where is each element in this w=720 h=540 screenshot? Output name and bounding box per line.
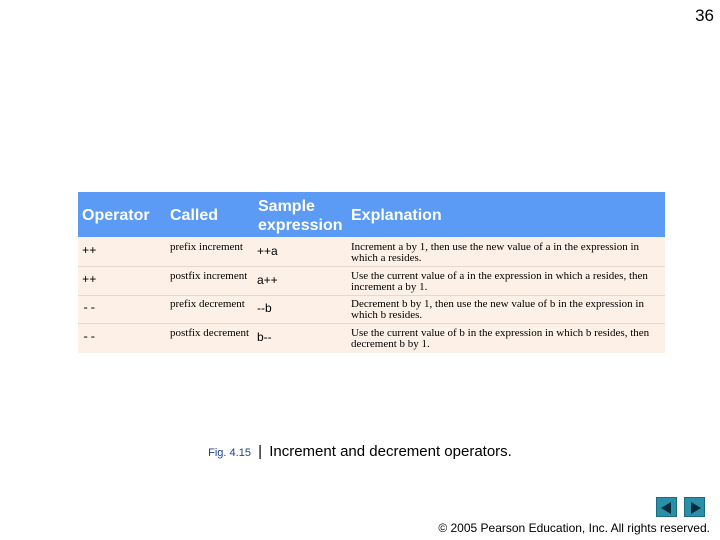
header-sample-expression: Sample expression (258, 198, 343, 234)
sample-cell: b-- (257, 330, 272, 344)
sample-cell: ++a (257, 244, 278, 258)
caption-separator: | (258, 443, 263, 460)
copyright-notice: © 2005 Pearson Education, Inc. All rights reserved. (438, 521, 710, 535)
header-explanation: Explanation (351, 207, 442, 224)
header-called: Called (170, 207, 219, 224)
next-slide-button[interactable] (684, 497, 705, 517)
table-row (78, 325, 665, 353)
left-triangle-icon (661, 502, 671, 514)
called-cell: postfix increment (170, 270, 248, 282)
operators-table (78, 192, 665, 353)
row-divider (78, 266, 665, 267)
header-operator: Operator (82, 207, 150, 224)
sample-cell: --b (257, 301, 272, 315)
caption-text: Increment and decrement operators. (269, 443, 512, 460)
called-cell: prefix increment (170, 241, 243, 253)
row-divider (78, 323, 665, 324)
sample-cell: a++ (257, 273, 278, 287)
table-row (78, 239, 665, 267)
table-row (78, 268, 665, 296)
figure-caption (0, 443, 720, 460)
called-cell: prefix decrement (170, 298, 245, 310)
page-number: 36 (695, 6, 714, 25)
table-row (78, 296, 665, 324)
called-cell: postfix decrement (170, 327, 250, 339)
previous-slide-button[interactable] (656, 497, 677, 517)
operator-cell: ++ (82, 273, 97, 287)
operator-cell: ++ (82, 244, 97, 258)
right-triangle-icon (691, 502, 701, 514)
explanation-cell: Increment a by 1, then use the new value of a in the expression in which a resides. (351, 241, 640, 264)
explanation-cell: Use the current value of b in the expression in which b resides, then decrement b by 1. (351, 327, 650, 350)
explanation-cell: Decrement b by 1, then use the new value of b in the expression in which b resides. (351, 298, 644, 321)
explanation-cell: Use the current value of a in the expression in which a resides, then increment a by 1. (351, 270, 648, 293)
operator-cell: -- (82, 330, 97, 344)
figure-label: Fig. 4.15 (208, 447, 251, 459)
table-header (78, 192, 665, 237)
operator-cell: -- (82, 301, 97, 315)
